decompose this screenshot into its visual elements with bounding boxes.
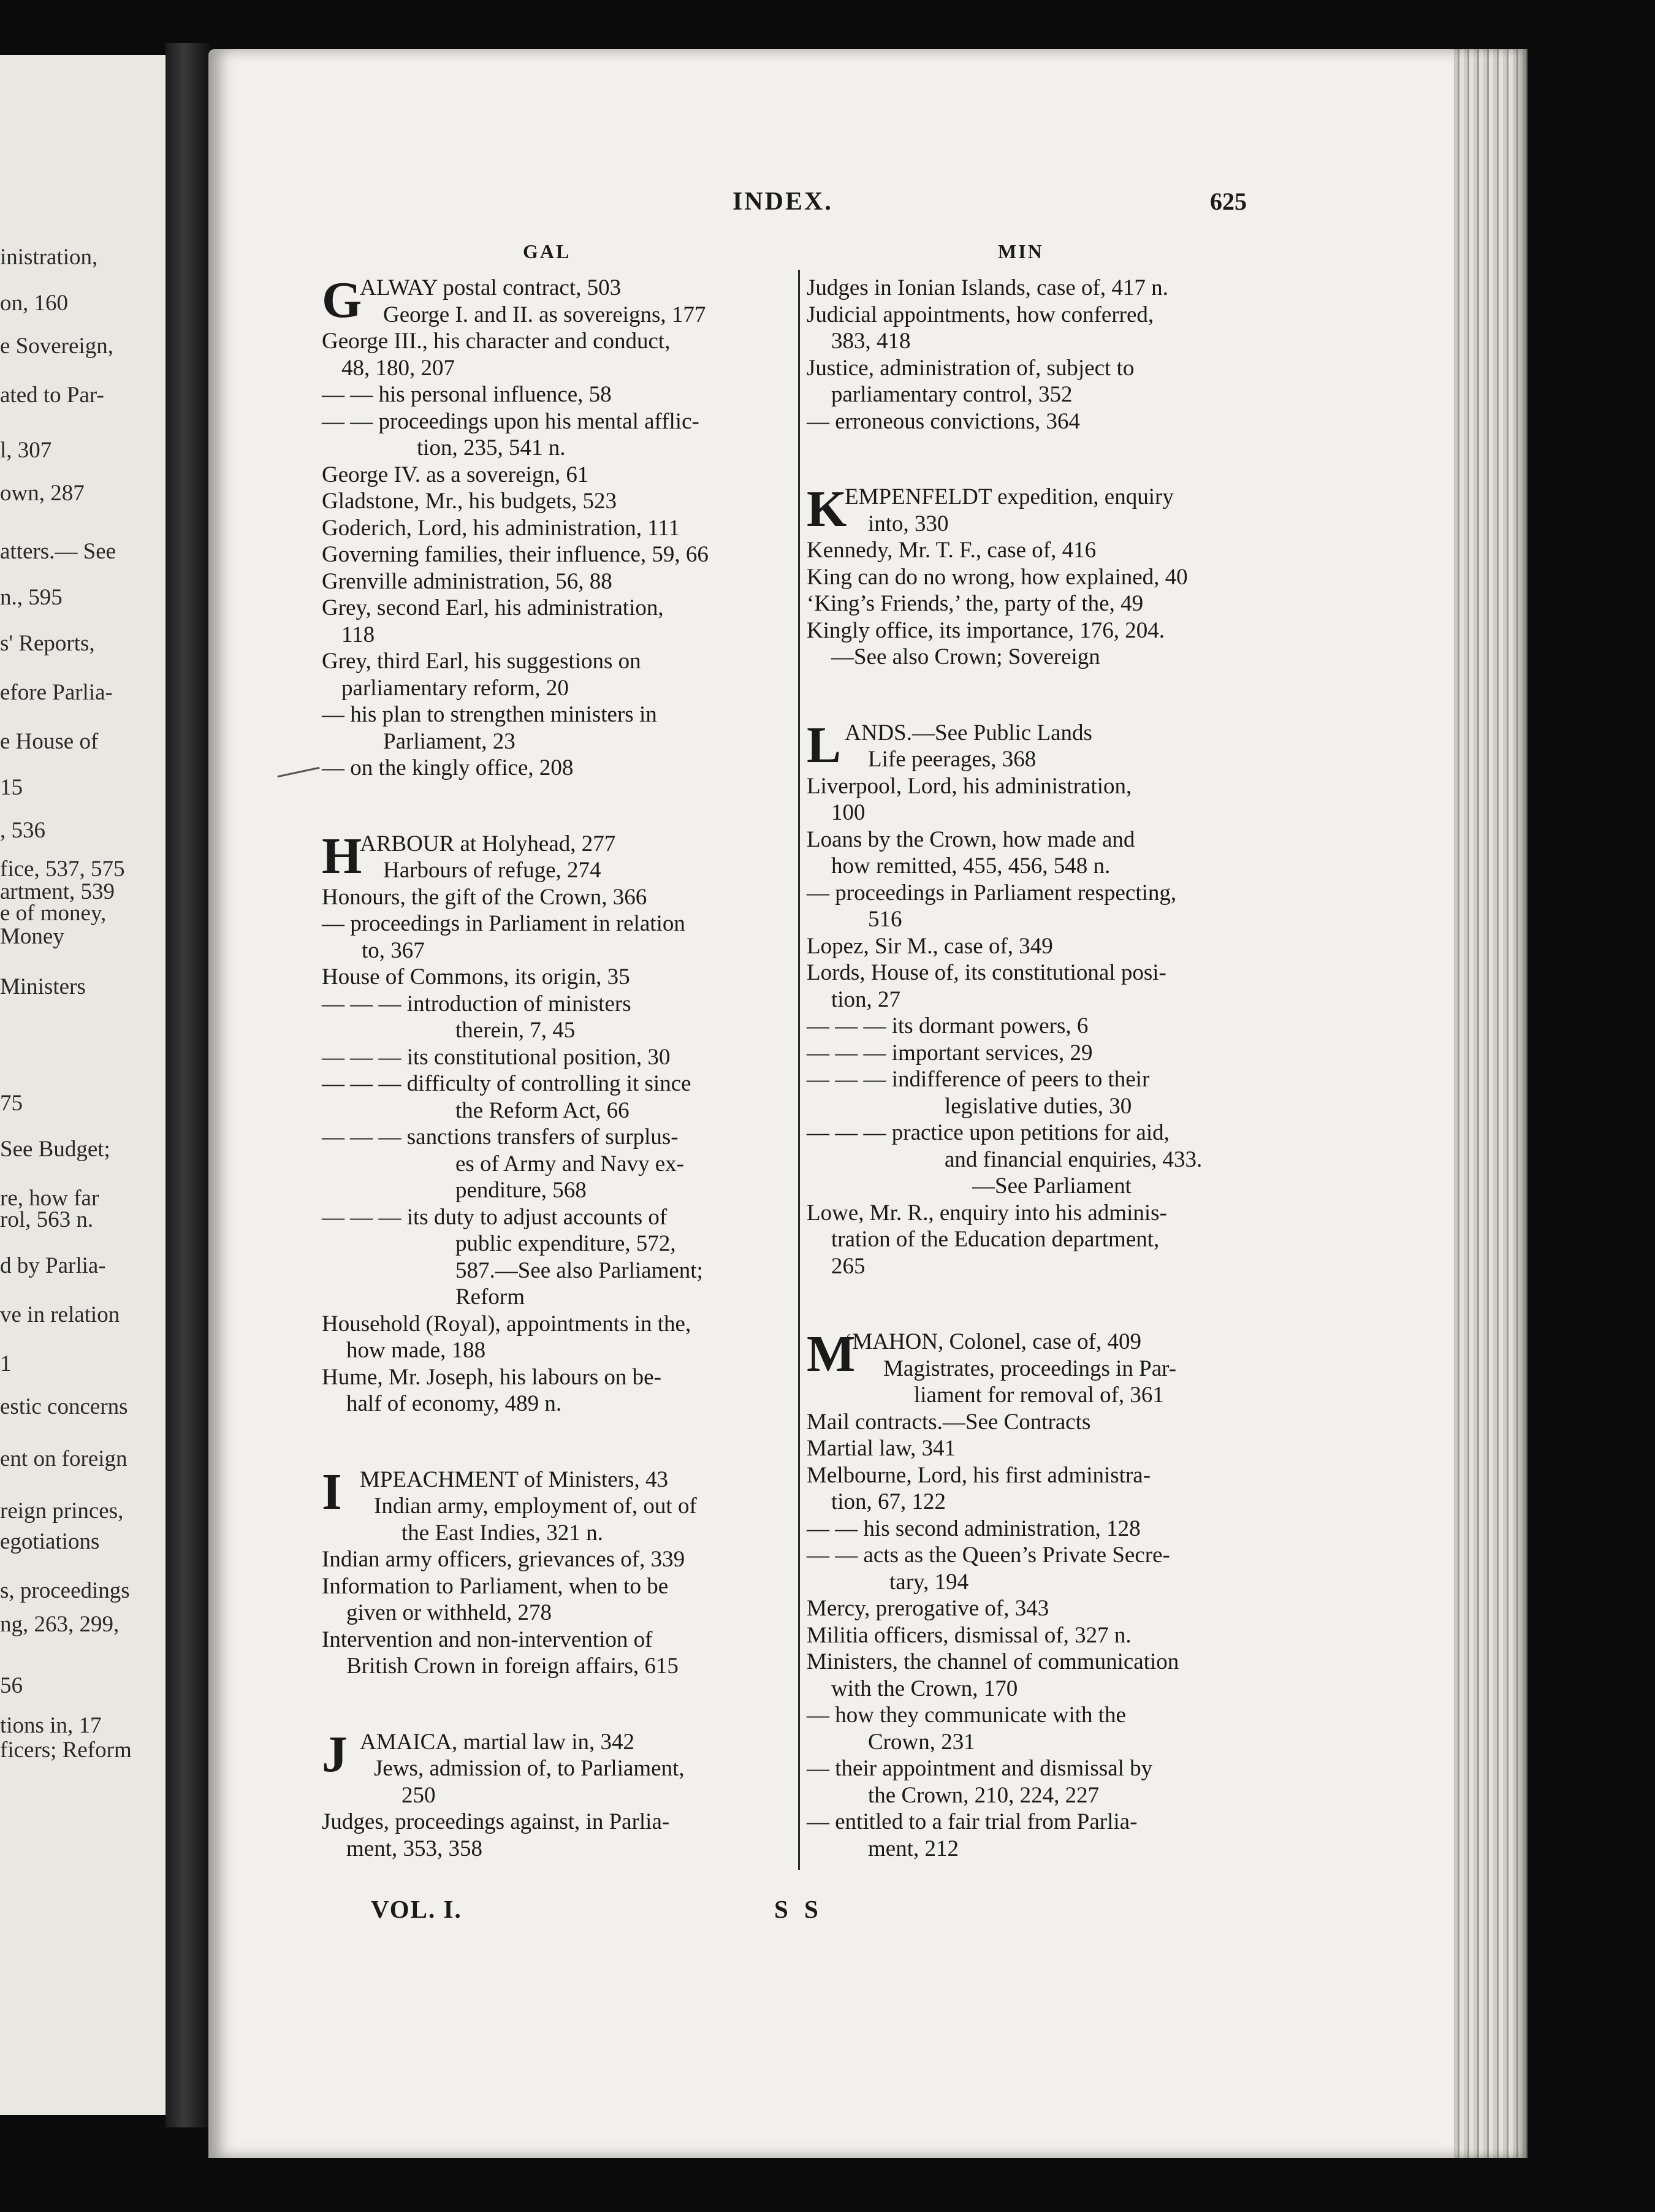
index-entry (807, 1755, 1273, 1782)
index-entry-text: Martial law, 341 (807, 1436, 956, 1461)
index-entry-text: — — — its constitutional position, 30 (322, 1044, 671, 1070)
index-entry (807, 1782, 1273, 1809)
index-entry-text: 516 (868, 907, 902, 932)
section-gap (807, 1280, 1273, 1329)
index-entry-text: with the Crown, 170 (831, 1676, 1018, 1701)
index-entry (807, 1409, 1273, 1436)
index-entry (322, 1755, 775, 1782)
facing-page-text: Money (0, 924, 64, 949)
index-entry (807, 1435, 1273, 1462)
index-entry-text: Lowe, Mr. R., enquiry into his adminis- (807, 1200, 1167, 1226)
index-entry-text: — entitled to a fair trial from Parlia- (807, 1809, 1138, 1834)
index-entry-text: Grey, third Earl, his suggestions on (322, 649, 641, 674)
index-entry (807, 853, 1273, 880)
index-entry-text: Judicial appointments, how conferred, (807, 302, 1154, 327)
index-entry (322, 355, 775, 382)
index-entry (807, 1462, 1273, 1489)
index-entry (807, 1226, 1273, 1253)
index-entry-text: — their appointment and dismissal by (807, 1756, 1153, 1781)
facing-page-fragment (0, 55, 166, 2115)
facing-page-text: d by Parlia- (0, 1253, 106, 1278)
index-entry (322, 515, 775, 542)
facing-page-text: s' Reports, (0, 631, 95, 656)
index-entry-text: public expenditure, 572, (455, 1231, 676, 1256)
index-entry-text: ment, 353, 358 (346, 1836, 482, 1861)
index-entry-text: Reform (455, 1284, 525, 1310)
index-entry (807, 381, 1273, 408)
index-entry (807, 1702, 1273, 1729)
index-entry (322, 1177, 775, 1204)
index-entry (807, 1676, 1273, 1703)
index-entry (322, 1044, 775, 1071)
index-entry-text: ARBOUR at Holyhead, 277 (360, 831, 616, 856)
index-entry (322, 675, 775, 702)
index-entry-text: Grenville administration, 56, 88 (322, 568, 612, 594)
index-entry-text: half of economy, 489 n. (346, 1391, 562, 1416)
facing-page-text: 75 (0, 1091, 23, 1116)
index-entry (322, 541, 775, 568)
index-entry-text: parliamentary reform, 20 (341, 675, 569, 701)
index-entry-text: 48, 180, 207 (341, 355, 455, 381)
index-entry-text: Mercy, prerogative of, 343 (807, 1596, 1049, 1621)
index-column-left (322, 272, 775, 1862)
facing-page-text: e of money, (0, 901, 107, 926)
index-entry-text: Justice, administration of, subject to (807, 355, 1135, 381)
index-entry-text: Kennedy, Mr. T. F., case of, 416 (807, 538, 1097, 563)
index-entry-text: Governing families, their influence, 59, 66 (322, 542, 709, 567)
index-entry-text: Harbours of refuge, 274 (383, 858, 601, 883)
facing-page-text: reign princes, (0, 1498, 124, 1524)
index-entry (322, 595, 775, 622)
index-entry-text: Life peerages, 368 (868, 747, 1037, 772)
facing-page-text: e House of (0, 729, 99, 754)
index-entry-text: and financial enquiries, 433. (945, 1146, 1203, 1172)
index-entry-text: House of Commons, its origin, 35 (322, 964, 630, 990)
index-entry-text: — — — its dormant powers, 6 (807, 1013, 1089, 1039)
drop-capital: G (322, 272, 362, 329)
catchword-right: MIN (998, 240, 1044, 262)
index-entry-text: tary, 194 (889, 1569, 969, 1595)
index-entry (807, 1093, 1273, 1120)
index-entry (807, 1146, 1273, 1173)
page-edges (1454, 49, 1528, 2158)
index-entry (322, 1836, 775, 1863)
index-entry-text: George I. and II. as sovereigns, 177 (383, 302, 706, 327)
index-entry (322, 1653, 775, 1680)
index-entry (807, 328, 1273, 355)
index-entry-text: — — — important services, 29 (807, 1040, 1093, 1066)
index-entry (322, 1204, 775, 1231)
index-entry-text: Indian army, employment of, out of (374, 1493, 697, 1519)
index-entry-text: Liverpool, Lord, his administration, (807, 773, 1132, 799)
index-entry (322, 328, 775, 355)
index-entry (807, 746, 1273, 773)
index-entry-text: Jews, admission of, to Parliament, (374, 1756, 685, 1781)
index-entry (807, 1489, 1273, 1516)
index-entry-text: therein, 7, 45 (455, 1018, 576, 1043)
facing-page-text: s, proceedings (0, 1578, 130, 1603)
section-gap (807, 671, 1273, 720)
index-entry (322, 462, 775, 489)
index-entry (322, 1017, 775, 1044)
index-entry-text: Indian army officers, grievances of, 339 (322, 1547, 685, 1572)
index-entry (322, 648, 775, 675)
index-entry (807, 355, 1273, 382)
index-entry-text: — — his second administration, 128 (807, 1516, 1141, 1541)
index-entry-text: 587.—See also Parliament; (455, 1257, 703, 1283)
index-column-right (807, 275, 1273, 1862)
index-entry (807, 644, 1273, 671)
index-entry (322, 857, 775, 884)
index-entry-text: 250 (401, 1782, 436, 1808)
facing-page-text: ated to Par- (0, 383, 104, 408)
index-entry-text: given or withheld, 278 (346, 1600, 552, 1625)
index-entry-text: — on the kingly office, 208 (322, 755, 574, 780)
facing-page-text: efore Parlia- (0, 680, 113, 705)
index-entry-text: —See Parliament (972, 1173, 1132, 1199)
index-entry-text: ‘King’s Friends,’ the, party of the, 49 (807, 591, 1144, 616)
index-entry-text: tration of the Education department, (831, 1227, 1160, 1252)
index-entry (807, 906, 1273, 933)
catchword-left: GAL (523, 240, 571, 262)
index-entry (807, 1382, 1273, 1409)
index-entry-text: — — acts as the Queen’s Private Secre- (807, 1543, 1170, 1568)
index-entry-text: Goderich, Lord, his administration, 111 (322, 515, 680, 541)
index-entry (807, 564, 1273, 591)
index-entry (322, 1520, 775, 1547)
index-entry-text: MPEACHMENT of Ministers, 43 (360, 1466, 668, 1492)
index-entry (322, 1390, 775, 1417)
index-entry (322, 1573, 775, 1600)
index-entry (322, 1809, 775, 1836)
index-entry (322, 435, 775, 462)
index-entry-text: Gladstone, Mr., his budgets, 523 (322, 489, 617, 514)
facing-page-text: ng, 263, 299, (0, 1612, 120, 1637)
index-entry-text: — — — indifference of peers to their (807, 1067, 1150, 1092)
index-entry-text: tion, 235, 541 n. (417, 435, 566, 460)
index-entry (322, 1097, 775, 1124)
index-entry (322, 1284, 775, 1311)
index-entry-text: Crown, 231 (868, 1729, 975, 1755)
index-entry (322, 755, 775, 782)
index-entry-text: 100 (831, 800, 866, 825)
index-entry (807, 275, 1273, 302)
facing-page-text: rol, 563 n. (0, 1207, 94, 1232)
index-entry (807, 1595, 1273, 1622)
drop-capital: L (807, 716, 842, 774)
index-entry (322, 1600, 775, 1627)
index-entry-text: —See also Crown; Sovereign (831, 644, 1100, 669)
index-entry-text: legislative duties, 30 (945, 1093, 1132, 1119)
index-entry-text: the Reform Act, 66 (455, 1097, 630, 1123)
index-entry-text: the East Indies, 321 n. (401, 1520, 603, 1546)
facing-page-text: ve in relation (0, 1302, 120, 1327)
index-entry-text: Honours, the gift of the Crown, 366 (322, 884, 647, 910)
index-entry (322, 568, 775, 595)
index-entry (322, 1070, 775, 1097)
index-entry (807, 1253, 1273, 1280)
page-title: INDEX. (732, 188, 833, 216)
index-entry (322, 910, 775, 937)
volume-footer: VOL. I. (371, 1895, 462, 1923)
index-entry-text: King can do no wrong, how explained, 40 (807, 564, 1188, 590)
index-entry-text: Intervention and non-intervention of (322, 1627, 653, 1652)
facing-page-text: ent on foreign (0, 1446, 127, 1471)
facing-page-text: own, 287 (0, 481, 85, 506)
index-entry (322, 728, 775, 755)
index-entry (807, 1066, 1273, 1093)
index-entry-text: Magistrates, proceedings in Par- (883, 1356, 1177, 1381)
drop-capital: I (322, 1463, 342, 1520)
index-entry-text: Mail contracts.—See Contracts (807, 1409, 1091, 1435)
facing-page-text: re, how far (0, 1186, 99, 1211)
index-entry (807, 1200, 1273, 1227)
index-entry (322, 302, 775, 329)
index-entry-text: into, 330 (868, 511, 949, 536)
index-entry-text: British Crown in foreign affairs, 615 (346, 1653, 679, 1679)
index-entry-text: Kingly office, its importance, 176, 204. (807, 617, 1165, 643)
index-entry-text: — — — practice upon petitions for aid, (807, 1120, 1170, 1145)
index-entry (807, 959, 1273, 986)
index-entry-text: how made, 188 (346, 1338, 486, 1363)
index-entry-text: 265 (831, 1253, 866, 1279)
index-entry-text: — — — introduction of ministers (322, 991, 631, 1016)
facing-page-text: atters.— See (0, 539, 116, 564)
index-entry-text: — — proceedings upon his mental afflic- (322, 408, 699, 434)
section-gap (322, 1417, 775, 1466)
facing-page-text: 56 (0, 1673, 23, 1698)
index-entry-text: — — — sanctions transfers of surplus- (322, 1124, 679, 1150)
index-entry-text: tion, 27 (831, 986, 901, 1012)
index-entry (807, 933, 1273, 960)
drop-capital: K (807, 481, 847, 538)
index-entry (807, 1119, 1273, 1146)
index-entry-text: Melbourne, Lord, his first administra- (807, 1462, 1151, 1488)
index-entry (322, 1230, 775, 1257)
index-entry-text: es of Army and Navy ex- (455, 1151, 684, 1177)
drop-capital: M (807, 1325, 856, 1382)
facing-page-text: n., 595 (0, 585, 63, 610)
index-entry (322, 1337, 775, 1364)
index-entry (807, 1836, 1273, 1863)
index-entry-text: AMAICA, martial law in, 342 (360, 1729, 635, 1755)
index-entry (807, 1356, 1273, 1382)
index-entry (322, 408, 775, 435)
index-entry-text: Loans by the Crown, how made and (807, 826, 1135, 852)
index-entry (322, 1151, 775, 1178)
facing-page-text: fice, 537, 575 (0, 856, 125, 882)
index-entry-text: to, 367 (362, 937, 425, 963)
index-entry-text: George IV. as a sovereign, 61 (322, 462, 589, 487)
index-entry (807, 617, 1273, 644)
index-entry (322, 1311, 775, 1338)
index-entry (322, 1546, 775, 1573)
index-entry-text: — — — its duty to adjust accounts of (322, 1204, 668, 1230)
index-entry-text: liament for removal of, 361 (914, 1382, 1164, 1408)
index-entry-text: Hume, Mr. Joseph, his labours on be- (322, 1364, 661, 1390)
index-entry-text: Ministers, the channel of communication (807, 1649, 1179, 1674)
index-entry (322, 622, 775, 649)
index-entry-text: ‘MAHON, Colonel, case of, 409 (845, 1329, 1141, 1354)
index-entry-text: 383, 418 (831, 329, 911, 354)
index-entry (322, 1124, 775, 1151)
index-entry-text: how remitted, 455, 456, 548 n. (831, 853, 1111, 879)
drop-capital: J (322, 1725, 348, 1783)
index-entry (807, 880, 1273, 907)
index-entry (322, 381, 775, 408)
index-entry (322, 1493, 775, 1520)
index-entry (807, 590, 1273, 617)
index-entry (322, 884, 775, 911)
index-entry (807, 1809, 1273, 1836)
index-entry (807, 1542, 1273, 1569)
index-entry (807, 537, 1273, 564)
drop-capital: H (322, 827, 362, 885)
index-entry-text: parliamentary control, 352 (831, 382, 1073, 407)
column-divider (798, 270, 800, 1870)
index-entry-text: Lords, House of, its constitutional posi- (807, 960, 1166, 985)
index-entry (322, 991, 775, 1018)
index-entry-text: Parliament, 23 (383, 728, 516, 754)
index-entry-text: Judges in Ionian Islands, case of, 417 n. (807, 275, 1168, 300)
facing-page-text: 1 (0, 1351, 12, 1376)
facing-page-text: ficers; Reform (0, 1737, 132, 1763)
signature-mark: S S (774, 1895, 823, 1923)
index-entry (807, 408, 1273, 435)
index-entry-text: George III., his character and conduct, (322, 329, 671, 354)
index-entry-text: EMPENFELDT expedition, enquiry (845, 484, 1174, 509)
index-entry (807, 826, 1273, 853)
index-entry (322, 1627, 775, 1653)
index-entry-text: — — — difficulty of controlling it since (322, 1071, 691, 1096)
facing-page-text: 15 (0, 775, 23, 800)
facing-page-text: egotiations (0, 1529, 100, 1554)
index-entry (807, 1516, 1273, 1543)
index-entry-text: Grey, second Earl, his administration, (322, 595, 664, 620)
index-entry (807, 1622, 1273, 1649)
index-entry-text: Judges, proceedings against, in Parlia- (322, 1809, 670, 1834)
index-entry-text: ANDS.—See Public Lands (845, 720, 1092, 746)
index-entry (807, 799, 1273, 826)
index-entry (807, 1569, 1273, 1596)
index-entry (807, 1649, 1273, 1676)
index-entry-text: — proceedings in Parliament in relation (322, 911, 685, 936)
index-entry-text: — — his personal influence, 58 (322, 382, 612, 407)
index-entry (807, 511, 1273, 538)
index-entry (322, 1782, 775, 1809)
index-entry-text: Lopez, Sir M., case of, 349 (807, 933, 1053, 959)
index-entry-text: penditure, 568 (455, 1178, 587, 1203)
index-entry-text: — how they communicate with the (807, 1703, 1126, 1728)
index-entry (322, 701, 775, 728)
section-gap (322, 1680, 775, 1729)
index-entry (807, 1173, 1273, 1200)
index-entry (322, 1364, 775, 1391)
book-gutter (166, 43, 211, 2127)
section-gap (322, 782, 775, 831)
index-entry-text: tion, 67, 122 (831, 1489, 946, 1514)
index-entry-text: Household (Royal), appointments in the, (322, 1311, 691, 1337)
index-entry-text: — proceedings in Parliament respecting, (807, 880, 1177, 906)
facing-page-text: Ministers (0, 974, 86, 999)
index-entry-text: — his plan to strengthen ministers in (322, 702, 657, 727)
index-entry (322, 964, 775, 991)
index-entry (807, 1729, 1273, 1756)
index-entry-text: ALWAY postal contract, 503 (360, 275, 622, 300)
index-entry-text: Militia officers, dismissal of, 327 n. (807, 1622, 1132, 1648)
facing-page-text: , 536 (0, 818, 45, 843)
facing-page-text: estic concerns (0, 1394, 128, 1419)
index-entry-text: Information to Parliament, when to be (322, 1573, 669, 1599)
index-entry (807, 773, 1273, 800)
index-entry (322, 1257, 775, 1284)
section-gap (807, 435, 1273, 484)
facing-page-text: See Budget; (0, 1137, 110, 1162)
index-entry-text: 118 (341, 622, 375, 647)
index-entry (807, 986, 1273, 1013)
facing-page-text: tions in, 17 (0, 1713, 102, 1738)
index-entry-text: — erroneous convictions, 364 (807, 408, 1080, 434)
index-entry-text: the Crown, 210, 224, 227 (868, 1782, 1100, 1808)
index-entry (807, 1013, 1273, 1040)
facing-page-text: l, 307 (0, 438, 52, 463)
index-entry-text: ment, 212 (868, 1836, 959, 1861)
facing-page-text: on, 160 (0, 291, 68, 316)
facing-page-text: artment, 539 (0, 879, 115, 904)
page-number: 625 (1210, 188, 1247, 215)
index-entry (807, 302, 1273, 329)
facing-page-text: inistration, (0, 245, 98, 270)
facing-page-text: e Sovereign, (0, 334, 113, 359)
index-entry (322, 488, 775, 515)
index-entry (807, 1040, 1273, 1067)
index-entry (322, 937, 775, 964)
